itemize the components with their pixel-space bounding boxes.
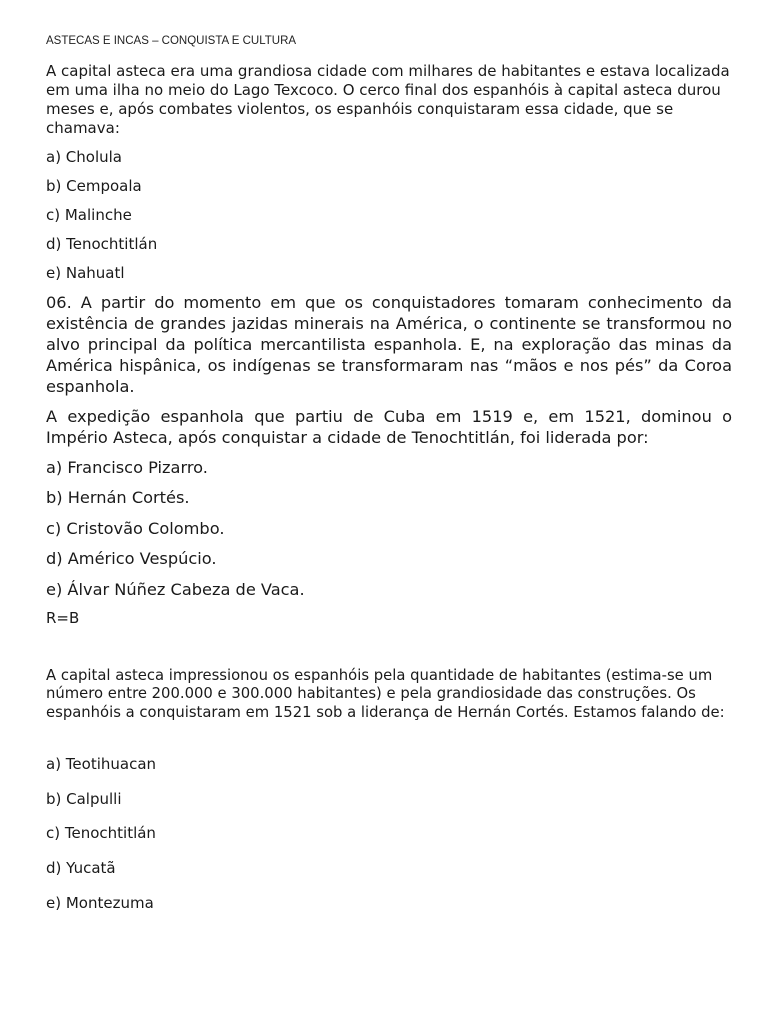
question-2-prompt: A expedição espanhola que partiu de Cuba em 1519 e, em 1521, dominou o Império Asteca, após conquistar a cidade de Tenochtitlán, foi liderada por: (46, 407, 732, 447)
question-2-option-d: d) Américo Vespúcio. (46, 549, 217, 568)
question-1-option-b: b) Cempoala (46, 177, 142, 195)
question-1-text: A capital asteca era uma grandiosa cidade com milhares de habitantes e estava localizada em uma ilha no meio do Lago Texcoco. O cerco final dos espanhóis à capital asteca durou meses e, após combates violentos, os espanhóis conquistaram essa cidade, que se chamava: (46, 62, 730, 137)
question-2-answer: R=B (46, 609, 80, 627)
question-3-text: A capital asteca impressionou os espanhóis pela quantidade de habitantes (estima-se um número entre 200.000 e 300.000 habitantes) e pela grandiosidade das construções. Os espanhóis a conquistaram em 1521 sob a liderança de Hernán Cortés. Estamos falando de: (46, 667, 725, 721)
question-3-option-a: a) Teotihuacan (46, 755, 157, 773)
question-3-option-c: c) Tenochtitlán (46, 824, 156, 842)
question-2-option-a: a) Francisco Pizarro. (46, 458, 208, 477)
question-3-option-b: b) Calpulli (46, 790, 122, 808)
question-1-option-e: e) Nahuatl (46, 264, 125, 282)
question-3-option-e: e) Montezuma (46, 894, 154, 912)
document-header: ASTECAS E INCAS – CONQUISTA E CULTURA (46, 35, 297, 47)
question-1-option-d: d) Tenochtitlán (46, 235, 158, 253)
question-3-option-d: d) Yucatã (46, 859, 116, 877)
question-1-option-a: a) Cholula (46, 148, 123, 166)
question-2-option-c: c) Cristovão Colombo. (46, 519, 225, 538)
question-1-option-c: c) Malinche (46, 206, 132, 224)
question-2-option-e: e) Álvar Núñez Cabeza de Vaca. (46, 580, 305, 599)
question-2-text: 06. A partir do momento em que os conquistadores tomaram conhecimento da existência de grandes jazidas minerais na América, o continente se transformou no alvo principal da política mercantilista espanhola. E, na exploração das minas da América hispânica, os indígenas se transformaram nas “mãos e nos pés” da Coroa espanhola. (46, 293, 732, 396)
question-2-option-b: b) Hernán Cortés. (46, 488, 190, 507)
